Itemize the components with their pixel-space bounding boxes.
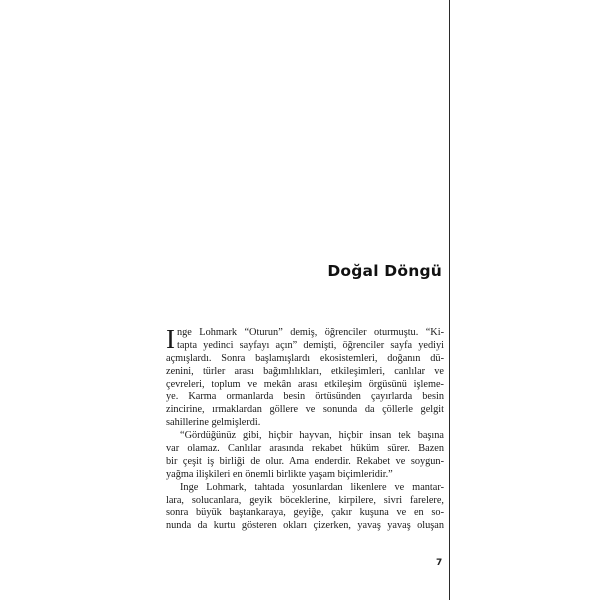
text-line: zincirine, ırmaklardan göllere ve sonunda da çöllerle gelgit: [166, 404, 444, 416]
text-line: açmışlardı. Sonra başlamışlardı ekosistemleri, doğanın dü-: [166, 352, 444, 364]
text-line: sahillerine gelmişlerdi.: [166, 417, 261, 429]
text-line: nunda da kurtu gösteren okları çizerken, yavaş yavaş oluşan: [166, 520, 444, 532]
page-number: 7: [436, 558, 443, 568]
text-line: yağma ilişkileri en önemli birlikte yaşam biçimleridir.”: [166, 468, 393, 480]
body-text: [166, 324, 444, 533]
text-line: sonra büyük baştankaraya, geyiğe, çakır kuşuna ve en so-: [166, 507, 444, 519]
text-line: bir çeşit iş birliği de olur. Ama enderdir. Rekabet ve soygun-: [166, 455, 444, 467]
text-line: ye. Karma ormanlarda besin örtüsünden çayırlarda besin: [166, 391, 444, 403]
text-line: nge Lohmark “Oturun” demiş, öğrenciler oturmuştu. “Ki-: [177, 327, 444, 338]
chapter-title: Doğal Döngü: [327, 262, 442, 280]
margin-rule: [449, 0, 450, 600]
text-line: zenini, türler arası bağımlılıkları, etkileşimleri, canlılar ve: [166, 365, 444, 377]
text-line: “Gördüğünüz gibi, hiçbir hayvan, hiçbir insan tek başına: [180, 430, 444, 442]
text-line: tapta yedinci sayfayı açın” demişti, öğrenciler sayfa yediyi: [177, 339, 444, 351]
drop-cap: I: [166, 324, 175, 354]
text-line: lara, solucanlara, geyik böceklerine, kirpilere, sivri farelere,: [166, 494, 444, 506]
text-line: Inge Lohmark, tahtada yosunlardan likenlere ve mantar-: [180, 481, 444, 493]
text-line: çevreleri, toplum ve mekân arası etkileşim örgüsünü işleme-: [166, 378, 444, 390]
text-line: var olamaz. Canlılar arasında rekabet hüküm sürer. Bazen: [166, 443, 444, 455]
